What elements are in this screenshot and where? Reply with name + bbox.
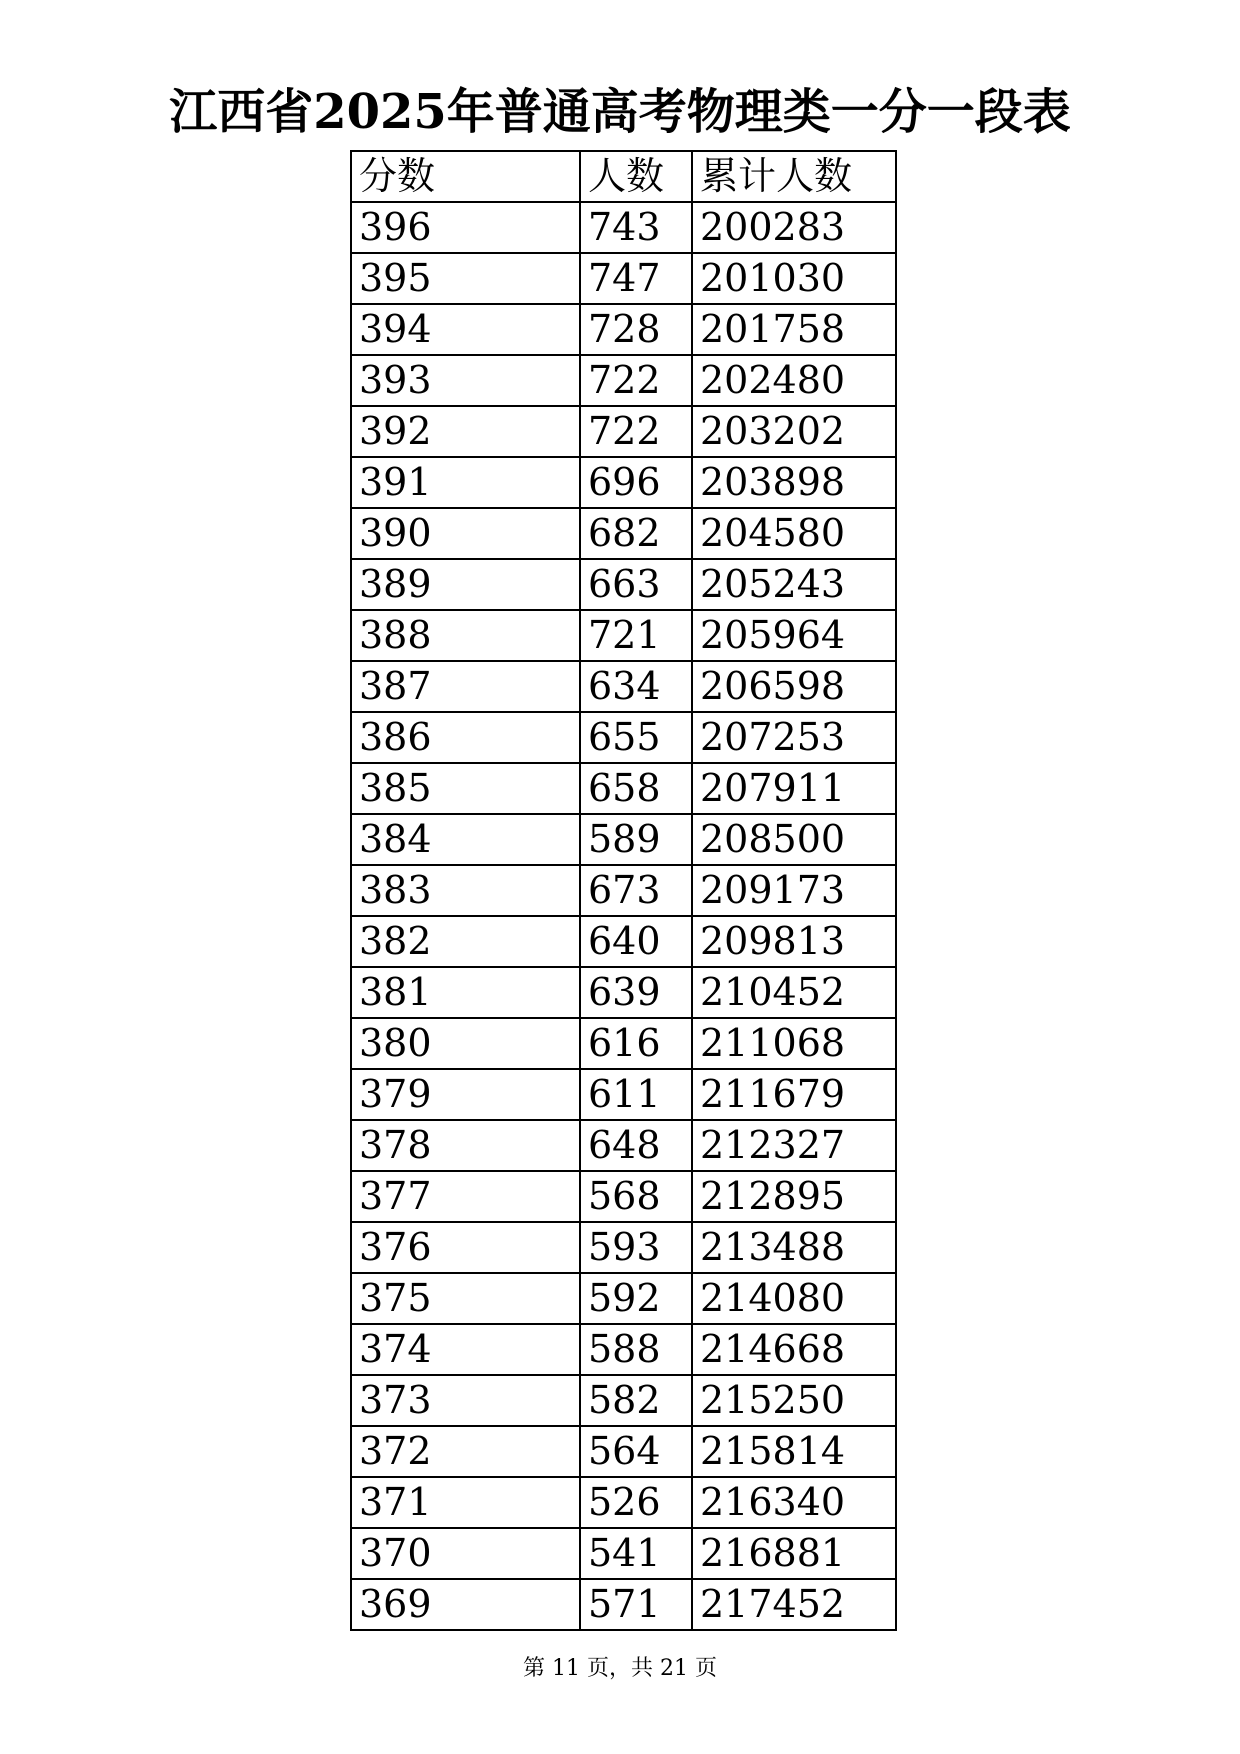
cell-score: 375 bbox=[351, 1273, 580, 1324]
cell-cumulative: 217452 bbox=[692, 1579, 896, 1630]
cell-count: 639 bbox=[580, 967, 692, 1018]
cell-cumulative: 207253 bbox=[692, 712, 896, 763]
cell-cumulative: 200283 bbox=[692, 202, 896, 253]
cell-cumulative: 216881 bbox=[692, 1528, 896, 1579]
cell-cumulative: 208500 bbox=[692, 814, 896, 865]
table-row bbox=[351, 253, 896, 304]
cell-cumulative: 204580 bbox=[692, 508, 896, 559]
cell-cumulative: 213488 bbox=[692, 1222, 896, 1273]
cell-cumulative: 214080 bbox=[692, 1273, 896, 1324]
table-row bbox=[351, 661, 896, 712]
cell-score: 391 bbox=[351, 457, 580, 508]
header-count: 人数 bbox=[580, 151, 692, 202]
table-row bbox=[351, 1579, 896, 1630]
table-row bbox=[351, 916, 896, 967]
table-row bbox=[351, 712, 896, 763]
cell-count: 747 bbox=[580, 253, 692, 304]
cell-cumulative: 209173 bbox=[692, 865, 896, 916]
cell-score: 376 bbox=[351, 1222, 580, 1273]
cell-cumulative: 201758 bbox=[692, 304, 896, 355]
table-row bbox=[351, 1018, 896, 1069]
table-row bbox=[351, 1120, 896, 1171]
table-row bbox=[351, 457, 896, 508]
cell-cumulative: 212327 bbox=[692, 1120, 896, 1171]
table-row bbox=[351, 1171, 896, 1222]
cell-score: 372 bbox=[351, 1426, 580, 1477]
table-row bbox=[351, 559, 896, 610]
table-row bbox=[351, 1069, 896, 1120]
cell-cumulative: 211068 bbox=[692, 1018, 896, 1069]
cell-count: 658 bbox=[580, 763, 692, 814]
cell-cumulative: 214668 bbox=[692, 1324, 896, 1375]
cell-score: 384 bbox=[351, 814, 580, 865]
table-row bbox=[351, 610, 896, 661]
cell-count: 588 bbox=[580, 1324, 692, 1375]
header-score: 分数 bbox=[351, 151, 580, 202]
cell-cumulative: 205964 bbox=[692, 610, 896, 661]
cell-count: 682 bbox=[580, 508, 692, 559]
table-row bbox=[351, 763, 896, 814]
cell-cumulative: 215250 bbox=[692, 1375, 896, 1426]
cell-count: 696 bbox=[580, 457, 692, 508]
table-row bbox=[351, 865, 896, 916]
cell-score: 370 bbox=[351, 1528, 580, 1579]
cell-cumulative: 210452 bbox=[692, 967, 896, 1018]
cell-score: 374 bbox=[351, 1324, 580, 1375]
cell-score: 389 bbox=[351, 559, 580, 610]
table-row bbox=[351, 814, 896, 865]
cell-score: 393 bbox=[351, 355, 580, 406]
cell-score: 387 bbox=[351, 661, 580, 712]
table-row bbox=[351, 1375, 896, 1426]
cell-count: 611 bbox=[580, 1069, 692, 1120]
table-row bbox=[351, 355, 896, 406]
cell-score: 383 bbox=[351, 865, 580, 916]
page-number-footer: 第 11 页，共 21 页 bbox=[523, 1656, 717, 1681]
cell-cumulative: 211679 bbox=[692, 1069, 896, 1120]
cell-count: 673 bbox=[580, 865, 692, 916]
cell-score: 373 bbox=[351, 1375, 580, 1426]
table-body bbox=[351, 202, 896, 1630]
cell-count: 616 bbox=[580, 1018, 692, 1069]
cell-count: 743 bbox=[580, 202, 692, 253]
cell-count: 541 bbox=[580, 1528, 692, 1579]
table-row bbox=[351, 202, 896, 253]
cell-count: 721 bbox=[580, 610, 692, 661]
cell-count: 593 bbox=[580, 1222, 692, 1273]
cell-count: 592 bbox=[580, 1273, 692, 1324]
cell-count: 634 bbox=[580, 661, 692, 712]
cell-count: 722 bbox=[580, 406, 692, 457]
cell-score: 392 bbox=[351, 406, 580, 457]
table-row bbox=[351, 1222, 896, 1273]
header-cumulative: 累计人数 bbox=[692, 151, 896, 202]
cell-count: 564 bbox=[580, 1426, 692, 1477]
cell-cumulative: 202480 bbox=[692, 355, 896, 406]
cell-score: 396 bbox=[351, 202, 580, 253]
cell-cumulative: 212895 bbox=[692, 1171, 896, 1222]
cell-score: 388 bbox=[351, 610, 580, 661]
table-row bbox=[351, 508, 896, 559]
cell-count: 648 bbox=[580, 1120, 692, 1171]
cell-score: 377 bbox=[351, 1171, 580, 1222]
cell-score: 386 bbox=[351, 712, 580, 763]
table-row bbox=[351, 1324, 896, 1375]
cell-count: 640 bbox=[580, 916, 692, 967]
score-distribution-table bbox=[350, 150, 897, 1631]
cell-count: 728 bbox=[580, 304, 692, 355]
cell-score: 378 bbox=[351, 1120, 580, 1171]
table-row bbox=[351, 1528, 896, 1579]
cell-cumulative: 215814 bbox=[692, 1426, 896, 1477]
cell-count: 568 bbox=[580, 1171, 692, 1222]
cell-cumulative: 203898 bbox=[692, 457, 896, 508]
cell-cumulative: 205243 bbox=[692, 559, 896, 610]
table-row bbox=[351, 1477, 896, 1528]
cell-score: 381 bbox=[351, 967, 580, 1018]
cell-score: 385 bbox=[351, 763, 580, 814]
cell-score: 371 bbox=[351, 1477, 580, 1528]
page-title: 江西省2025年普通高考物理类一分一段表 bbox=[169, 84, 1071, 140]
cell-cumulative: 201030 bbox=[692, 253, 896, 304]
cell-count: 571 bbox=[580, 1579, 692, 1630]
cell-count: 722 bbox=[580, 355, 692, 406]
cell-cumulative: 206598 bbox=[692, 661, 896, 712]
cell-cumulative: 207911 bbox=[692, 763, 896, 814]
table-row bbox=[351, 304, 896, 355]
table-row bbox=[351, 1426, 896, 1477]
cell-count: 663 bbox=[580, 559, 692, 610]
cell-cumulative: 209813 bbox=[692, 916, 896, 967]
table-row bbox=[351, 967, 896, 1018]
cell-count: 582 bbox=[580, 1375, 692, 1426]
cell-cumulative: 216340 bbox=[692, 1477, 896, 1528]
cell-count: 655 bbox=[580, 712, 692, 763]
cell-score: 394 bbox=[351, 304, 580, 355]
cell-score: 379 bbox=[351, 1069, 580, 1120]
cell-score: 369 bbox=[351, 1579, 580, 1630]
cell-score: 395 bbox=[351, 253, 580, 304]
table-row bbox=[351, 406, 896, 457]
table-header-row bbox=[351, 151, 896, 202]
cell-score: 380 bbox=[351, 1018, 580, 1069]
cell-score: 390 bbox=[351, 508, 580, 559]
cell-score: 382 bbox=[351, 916, 580, 967]
cell-count: 526 bbox=[580, 1477, 692, 1528]
cell-cumulative: 203202 bbox=[692, 406, 896, 457]
cell-count: 589 bbox=[580, 814, 692, 865]
table-row bbox=[351, 1273, 896, 1324]
